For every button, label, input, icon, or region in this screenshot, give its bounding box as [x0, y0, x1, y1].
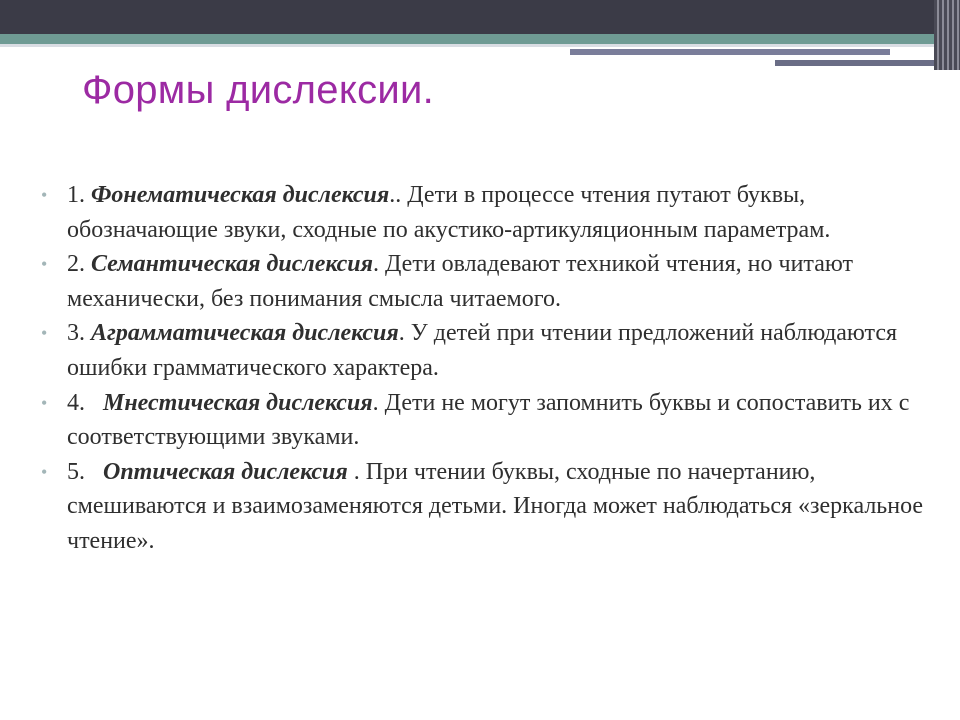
item-number: 2.	[67, 251, 91, 278]
list-item	[38, 247, 950, 316]
item-text: . Дети овладевают техникой чтения, но читают механически, без понимания смысла читаемого.	[67, 251, 853, 312]
item-number: 4.	[67, 389, 103, 416]
item-text: . У детей при чтении предложений наблюдаются ошибки грамматического характера.	[67, 320, 898, 381]
header-accent-stripe	[0, 34, 960, 44]
item-number: 5.	[67, 458, 103, 485]
item-term: Оптическая дислексия	[103, 458, 354, 485]
item-text: .. Дети в процессе чтения путают буквы, обозначающие звуки, сходные по акустико-артикуляционным параметрам.	[67, 182, 831, 243]
list-item	[38, 455, 950, 559]
bullet-icon: •	[41, 254, 48, 275]
bullet-icon: •	[41, 392, 48, 413]
item-term: Семантическая дислексия	[91, 251, 374, 278]
item-text: . Дети не могут запомнить буквы и сопоставить их с соответствующими звуками.	[67, 389, 910, 451]
item-term: Фонематическая дислексия	[91, 182, 390, 208]
item-text: . При чтении буквы, сходные по начертанию, смешиваются и взаимозаменяются детьми. Иногда может наблюдаться «зеркальное чтение».	[67, 458, 924, 554]
decorative-corner-lines	[934, 0, 960, 70]
item-term: Мнестическая дислексия	[103, 389, 373, 416]
item-number: 1.	[67, 182, 91, 208]
list-item	[38, 316, 950, 385]
decorative-bar-small	[775, 60, 945, 66]
bullet-icon: •	[41, 461, 48, 482]
item-number: 3.	[67, 320, 91, 347]
decorative-bar	[570, 49, 890, 55]
item-term: Аграмматическая дислексия	[91, 320, 399, 347]
slide-title: Формы дислексии.	[82, 68, 435, 112]
bullet-icon: •	[41, 323, 48, 344]
bullet-list	[38, 178, 950, 559]
bullet-icon: •	[41, 185, 48, 205]
header-band	[0, 0, 960, 34]
header-divider	[0, 44, 960, 47]
list-item	[38, 386, 950, 455]
list-item	[38, 178, 950, 247]
